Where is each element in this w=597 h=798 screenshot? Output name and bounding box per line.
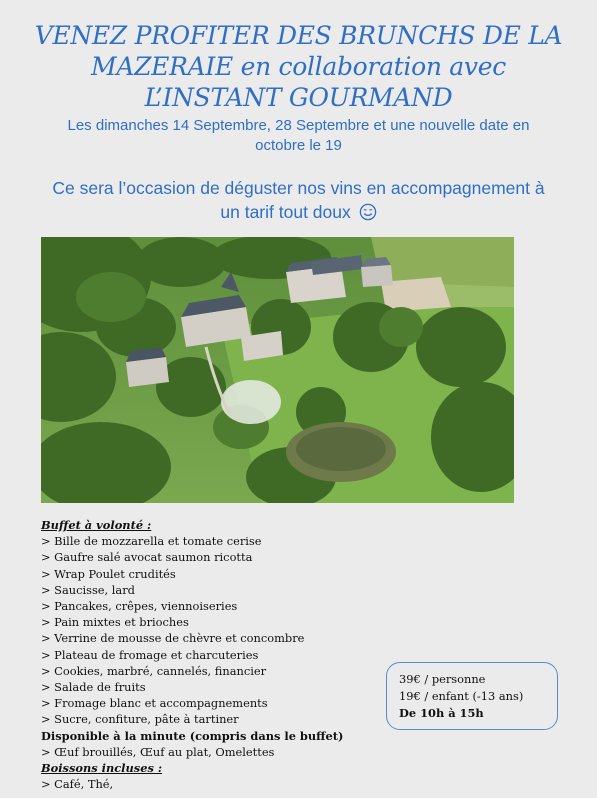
child-price: 19€ / enfant (-13 ans) bbox=[399, 689, 524, 703]
drinks-heading: Boissons incluses : bbox=[41, 761, 163, 776]
title-line: MAZERAIE en collaboration avec bbox=[91, 52, 506, 81]
minute-heading: Disponible à la minute (compris dans le buffet) bbox=[41, 728, 344, 743]
list-item: > Saucisse, lard bbox=[41, 582, 135, 597]
buffet-list bbox=[41, 533, 381, 727]
dates-line: Les dimanches 14 Septembre, 28 Septembre et une nouvelle date en bbox=[67, 117, 530, 134]
list-item: > Cookies, marbré, cannelés, financier bbox=[41, 663, 267, 678]
list-item: > Bille de mozzarella et tomate cerise bbox=[41, 534, 262, 549]
tagline-line: un tarif tout doux bbox=[220, 202, 351, 222]
list-item: > Gaufre salé avocat saumon ricotta bbox=[41, 550, 253, 565]
aerial-view-chateau-icon bbox=[41, 237, 514, 503]
page-title bbox=[20, 20, 577, 113]
list-item: > Café, Thé, bbox=[41, 777, 114, 792]
price-box bbox=[386, 662, 558, 730]
buffet-heading: Buffet à volonté : bbox=[41, 518, 152, 532]
tagline-line: Ce sera l’occasion de déguster nos vins en accompagnement à bbox=[52, 178, 545, 198]
smiling-face-icon bbox=[359, 203, 377, 227]
list-item: > Fromage blanc et accompagnements bbox=[41, 696, 268, 711]
tagline-line-2 bbox=[20, 200, 577, 227]
list-item: > Œuf brouillés, Œuf au plat, Omelettes bbox=[41, 744, 275, 759]
dates-line: octobre le 19 bbox=[255, 137, 342, 154]
opening-hours: De 10h à 15h bbox=[399, 706, 484, 720]
menu-section bbox=[41, 517, 381, 792]
list-item: > Pancakes, crêpes, viennoiseries bbox=[41, 599, 238, 614]
tagline bbox=[20, 176, 577, 227]
drinks-list bbox=[41, 776, 381, 792]
title-line: VENEZ PROFITER DES BRUNCHS DE LA bbox=[34, 21, 563, 50]
list-item: > Wrap Poulet crudités bbox=[41, 566, 176, 581]
minute-list bbox=[41, 744, 381, 760]
list-item: > Plateau de fromage et charcuteries bbox=[41, 647, 259, 662]
dates-text bbox=[30, 116, 567, 156]
title-line: L’INSTANT GOURMAND bbox=[144, 83, 453, 112]
list-item: > Pain mixtes et brioches bbox=[41, 615, 189, 630]
list-item: > Salade de fruits bbox=[41, 680, 146, 695]
list-item: > Sucre, confiture, pâte à tartiner bbox=[41, 712, 239, 727]
list-item: > Verrine de mousse de chèvre et concombre bbox=[41, 631, 305, 646]
adult-price: 39€ / personne bbox=[399, 672, 486, 686]
